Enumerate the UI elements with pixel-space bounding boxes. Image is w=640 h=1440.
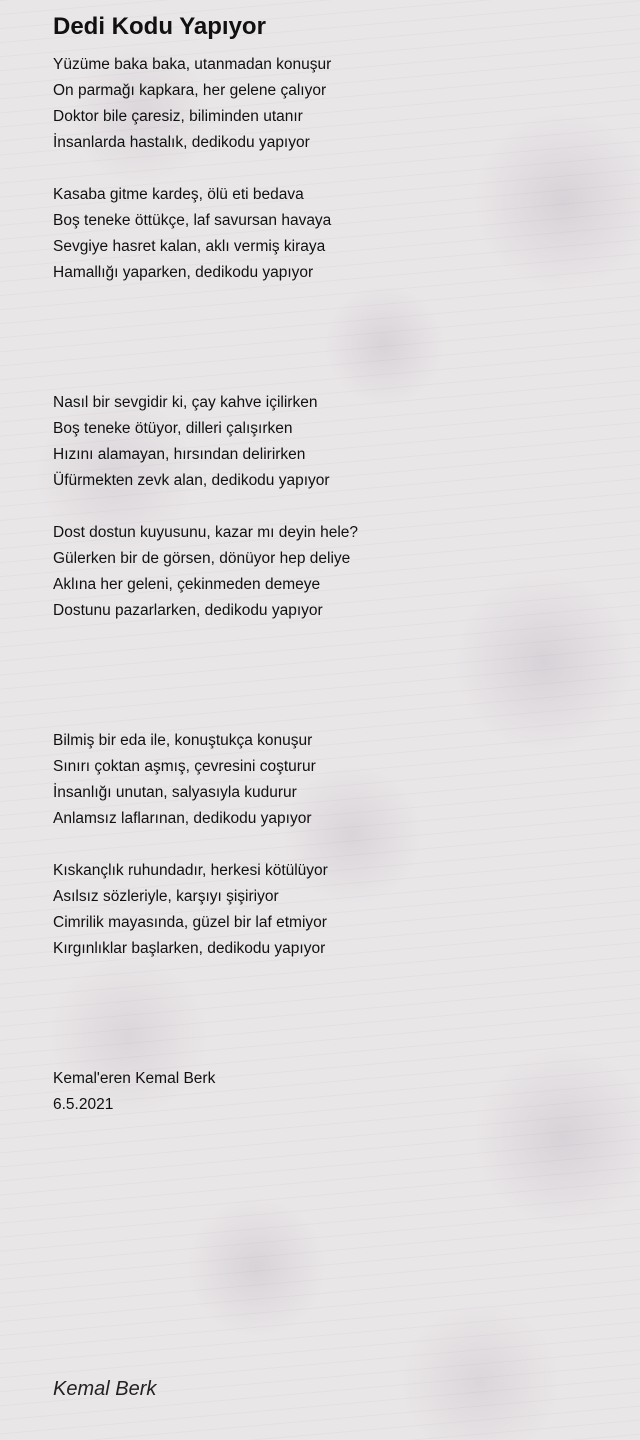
poem-line: Doktor bile çaresiz, biliminden utanır [53, 108, 303, 125]
poem-line: Dost dostun kuyusunu, kazar mı deyin hele? [53, 524, 359, 541]
poem-line: Gülerken bir de görsen, dönüyor hep deliye [53, 550, 351, 567]
poem-line: Hamallığı yaparken, dedikodu yapıyor [53, 264, 314, 281]
author-signature: Kemal Berk [53, 1378, 157, 1400]
section-spacer [53, 962, 613, 1066]
poem-line: Boş teneke ötüyor, dilleri çalışırken [53, 420, 293, 437]
poem-line: Bilmiş bir eda ile, konuştukça konuşur [53, 732, 313, 749]
poem-line: İnsanlarda hastalık, dedikodu yapıyor [53, 134, 310, 151]
stanza-6 [53, 858, 613, 962]
stanza-spacer [53, 494, 613, 520]
poem-line: Kasaba gitme kardeş, ölü eti bedava [53, 186, 304, 203]
poem-line: Cimrilik mayasında, güzel bir laf etmiyor [53, 914, 327, 931]
poem-line: Sınırı çoktan aşmış, çevresini coşturur [53, 758, 316, 775]
stanza-5 [53, 728, 613, 832]
stanza-spacer [53, 156, 613, 182]
poem-line: Anlamsız laflarınan, dedikodu yapıyor [53, 810, 312, 827]
poem [53, 12, 613, 1118]
poem-line: On parmağı kapkara, her gelene çalıyor [53, 82, 327, 99]
section-spacer [53, 286, 613, 390]
poem-line: Yüzüme baka baka, utanmadan konuşur [53, 56, 332, 73]
stanza-3 [53, 390, 613, 494]
author-line: Kemal'eren Kemal Berk [53, 1070, 216, 1087]
poem-line: Asılsız sözleriyle, karşıyı şişiriyor [53, 888, 279, 905]
poem-line: Aklına her geleni, çekinmeden demeye [53, 576, 321, 593]
stanza-spacer [53, 832, 613, 858]
poem-line: Üfürmekten zevk alan, dedikodu yapıyor [53, 472, 330, 489]
section-spacer [53, 624, 613, 728]
poem-line: Kıskançlık ruhundadır, herkesi kötülüyor [53, 862, 328, 879]
poem-line: Kırgınlıklar başlarken, dedikodu yapıyor [53, 940, 326, 957]
poem-date: 6.5.2021 [53, 1096, 114, 1113]
poem-line: Dostunu pazarlarken, dedikodu yapıyor [53, 602, 323, 619]
poem-line: Nasıl bir sevgidir ki, çay kahve içilirken [53, 394, 318, 411]
poem-line: İnsanlığı unutan, salyasıyla kudurur [53, 784, 297, 801]
poem-title: Dedi Kodu Yapıyor [53, 13, 266, 40]
poem-line: Boş teneke öttükçe, laf savursan havaya [53, 212, 332, 229]
stanza-4 [53, 520, 613, 624]
stanza-2 [53, 182, 613, 286]
stanza-1 [53, 52, 613, 156]
poem-line: Sevgiye hasret kalan, aklı vermiş kiraya [53, 238, 326, 255]
poem-line: Hızını alamayan, hırsından delirirken [53, 446, 306, 463]
poem-body [53, 52, 613, 1118]
